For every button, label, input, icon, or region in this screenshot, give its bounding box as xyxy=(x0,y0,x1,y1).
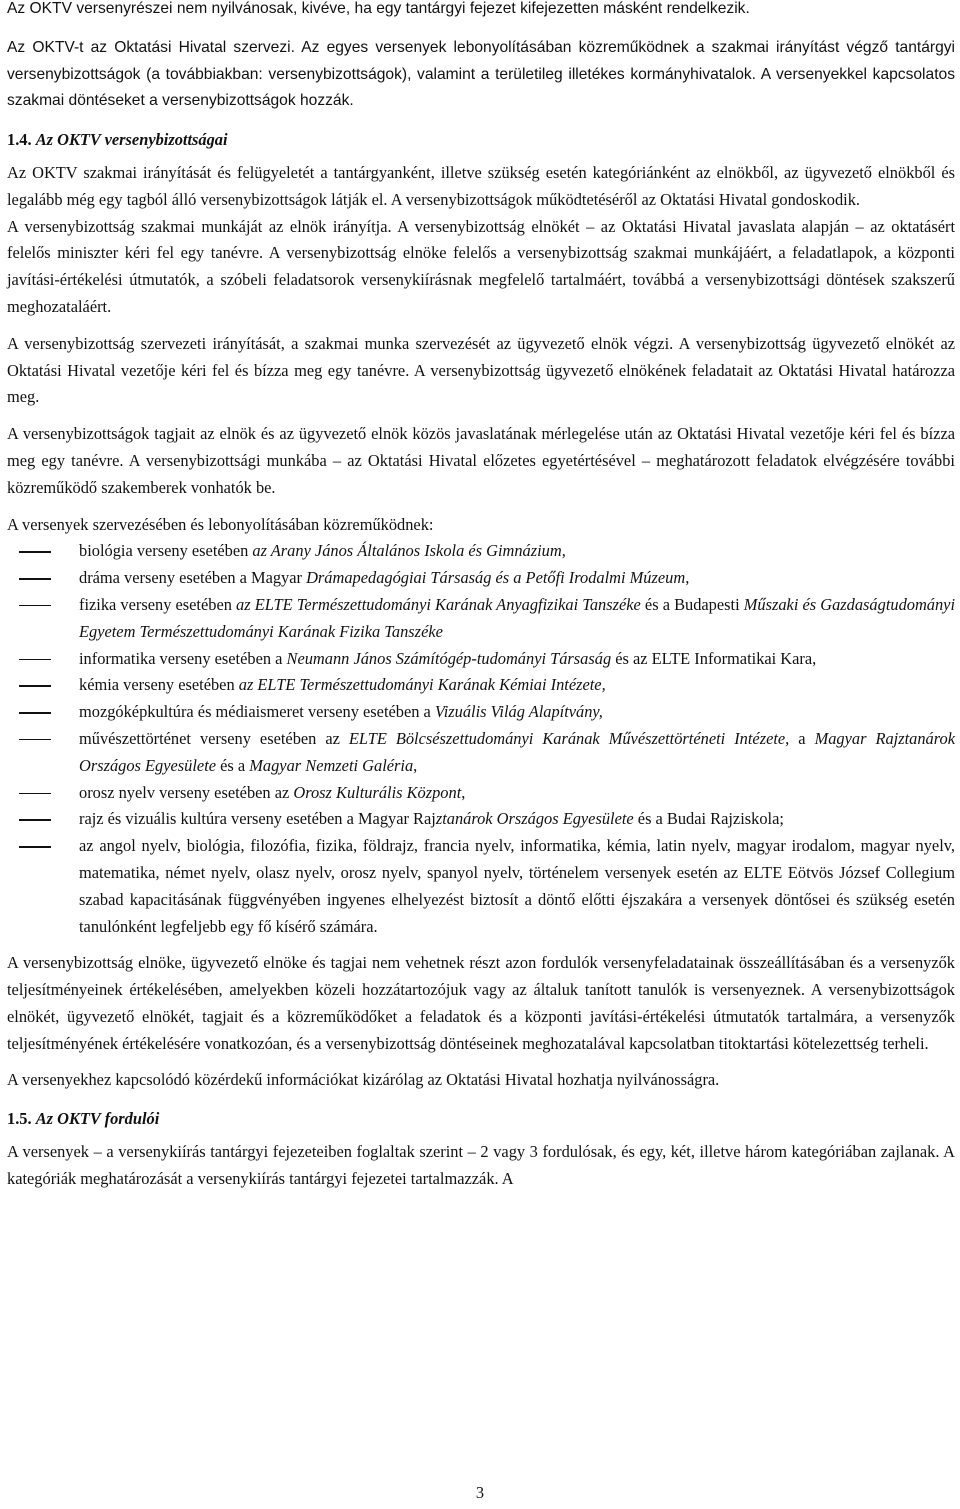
list-item-institution: Magyar Rajztanárok Országos Egyesülete xyxy=(79,728,955,775)
list-item-text: , xyxy=(685,568,690,588)
list-item-text: , xyxy=(461,782,466,802)
paragraph-conflict-of-interest: A versenybizottság elnöke, ügyvezető elnöke és tagjai nem vehetnek részt azon fordulók versenyfeladatainak összeállításában és a versenyzők teljesítményeinek értékelésében, amelyekben közeli hozzátartozójuk vagy az általuk tanított tanulók is versenyeznek. A versenybizottságok elnökét, ügyvezető elnökét, tagjait és a közreműködőket a feladatok és a központi javítási-értékelési útmutatók tartalmára, a versenyzők teljesítményének értékelésére vonatkozóan, és a versenybizottság döntéseinek meghozatalával kapcsolatban titoktartási kötelezettség terheli. xyxy=(7,953,955,1053)
section-title: Az OKTV fordulói xyxy=(35,1109,160,1129)
list-item-text: az angol nyelv, biológia, filozófia, fizika, földrajz, francia nyelv, informatika, kémia, latin nyelv, magyar irodalom, magyar nyelv, matematika, német nyelv, olasz nyelv, orosz nyelv, spanyol nyelv, történelem versenyek esetén az ELTE Eötvös József Collegium szabad kapacitásának függvényében ingyenes elhelyezést biztosít a döntő előtti éjszakára a versenyek döntősei és szükség esetén tanulónként legfeljebb egy fő kísérő számára. xyxy=(79,836,955,936)
list-item-text: mozgóképkultúra és médiaismeret verseny esetében a xyxy=(79,702,435,722)
section-heading-1-4 xyxy=(7,127,955,154)
paragraph-nonpublic: Az OKTV versenyrészei nem nyilvánosak, kivéve, ha egy tantárgyi fejezet kifejezetten másként rendelkezik. xyxy=(7,0,750,17)
list-item-institution: Műszaki és Gazdaságtudományi Egyetem Természettudományi Karának Fizika Tanszéke xyxy=(79,594,956,641)
paragraph-executive-chair: A versenybizottság szervezeti irányítását, a szakmai munka szervezését az ügyvezető elnök végzi. A versenybizottság ügyvezető elnökét az Oktatási Hivatal vezetője kéri fel és bízza meg egy tanévre. A versenybizottság ügyvezető elnökének feladatait az Oktatási Hivatal határozza meg. xyxy=(7,333,955,407)
decisions-text: A versenyekkel kapcsolatos szakmai döntéseket a versenybizottságok hozzák. xyxy=(7,65,955,110)
page-number: 3 xyxy=(475,1483,485,1502)
section-number: 1.4. xyxy=(7,130,32,150)
list-item-institution: ztanárok Országos Egyesülete xyxy=(435,809,634,829)
list-item-institution: Vizuális Világ Alapítvány, xyxy=(434,702,603,722)
list-item-text: művészettörténet verseny esetében az xyxy=(79,728,349,748)
list-item xyxy=(7,780,955,807)
list-item-institution: Magyar Nemzeti Galéria xyxy=(249,755,414,775)
list-item xyxy=(7,565,955,592)
document-page xyxy=(7,0,955,1193)
list-item-institution: az Arany János Általános Iskola és Gimnázium, xyxy=(252,541,566,561)
list-item xyxy=(7,833,955,940)
list-item-text: orosz nyelv verseny esetében az xyxy=(79,782,294,802)
list-intro: A versenyek szervezésében és lebonyolításában közreműködnek: xyxy=(7,514,434,534)
list-item xyxy=(7,699,955,726)
list-item-institution: Orosz Kulturális Központ xyxy=(293,782,462,802)
list-item-text: a xyxy=(789,728,815,748)
list-item-text: dráma verseny esetében a xyxy=(79,568,252,588)
paragraph-chair: A versenybizottság szakmai munkáját az elnök irányítja. A versenybizottság elnökét – az Oktatási Hivatal javaslata alapján – az oktatásért felelős miniszter kéri fel egy tanévre. A versenybizottság elnöke felelős a versenybizottság szakmai munkájáért, a feladatlapok, a központi javítási-értékelési útmutatók, a szóbeli feladatsorok versenykiírásnak megfelelő tartalmáért, továbbá a versenybizottsági döntések szakszerű meghozataláért. xyxy=(7,216,955,316)
list-item-text: és a Budapesti xyxy=(640,594,744,614)
section-heading-1-5 xyxy=(7,1106,955,1133)
list-item xyxy=(7,726,955,780)
list-item-text: , xyxy=(413,755,418,775)
list-item-text: és az ELTE Informatikai Kara, xyxy=(611,648,817,668)
organizer-text: Az OKTV-t az Oktatási Hivatal szervezi. Az egyes versenyek lebonyolításában közreműködnek a szakmai irányítást végző tantárgyi versenybizottságok (a továbbiakban: versenybizottságok), valamint a területileg illetékes kormányhivatalok. xyxy=(7,38,955,83)
list-item-institution: Drámapedagógiai Társaság és a Petőfi Irodalmi Múzeum xyxy=(306,568,686,588)
list-item xyxy=(7,592,955,646)
section-number: 1.5. xyxy=(7,1109,32,1129)
list-item-text: biológia verseny esetében xyxy=(79,541,253,561)
paragraph-rounds: A versenyek – a versenykiírás tantárgyi fejezeteiben foglaltak szerint – 2 vagy 3 fordulósak, és egy, két, illetve három kategóriában zajlanak. A kategóriák meghatározását a versenykiírás tantárgyi fejezetei tartalmazzák. A xyxy=(7,1142,955,1188)
list-item-text: és a xyxy=(216,755,250,775)
section-title: Az OKTV versenybizottságai xyxy=(35,130,228,150)
list-item-text: és a Budai Rajziskola; xyxy=(633,809,784,829)
paragraph-public-information: A versenyekhez kapcsolódó közérdekű információkat kizárólag az Oktatási Hivatal hozhatja nyilvánosságra. xyxy=(7,1070,720,1090)
list-item-text: fizika verseny esetében xyxy=(79,594,237,614)
paragraph-members: A versenybizottságok tagjait az elnök és az ügyvezető elnök közös javaslatának mérlegelése után az Oktatási Hivatal vezetője kéri fel és bízza meg egy tanévre. A versenybizottsági munkába – az Oktatási Hivatal előzetes egyetértésével – meghatározott feladatok elvégzésére további közreműködő szakemberek vonhatók be. xyxy=(7,424,955,497)
list-item-text: rajz és vizuális kultúra verseny esetében a Magyar Raj xyxy=(79,809,436,829)
list-item-institution: az ELTE Természettudományi Karának Anyagfizikai Tanszéke xyxy=(236,594,641,614)
list-item xyxy=(7,806,955,833)
list-item-text: informatika verseny esetében a xyxy=(79,648,287,668)
list-item xyxy=(7,538,955,565)
list-item-text: Magyar xyxy=(251,568,307,588)
partner-list xyxy=(7,538,955,940)
list-item xyxy=(7,672,955,699)
list-item-institution: Neumann János Számítógép-tudományi Társaság xyxy=(286,648,612,668)
paragraph-committees: Az OKTV szakmai irányítását és felügyeletét a tantárgyanként, illetve szükség esetén kategóriánként az elnökből, az ügyvezető elnökből és legalább még egy tagból álló versenybizottságok látják el. A versenybizottságok működtetéséről az Oktatási Hivatal gondoskodik. xyxy=(7,162,955,209)
list-item xyxy=(7,646,955,673)
list-item-institution: ELTE Bölcsészettudományi Karának Művészettörténeti Intézete, xyxy=(348,728,790,748)
paragraph-organizer xyxy=(7,35,955,115)
list-item-text: kémia verseny esetében xyxy=(79,675,239,695)
list-item-institution: az ELTE Természettudományi Karának Kémiai Intézete, xyxy=(238,675,606,695)
